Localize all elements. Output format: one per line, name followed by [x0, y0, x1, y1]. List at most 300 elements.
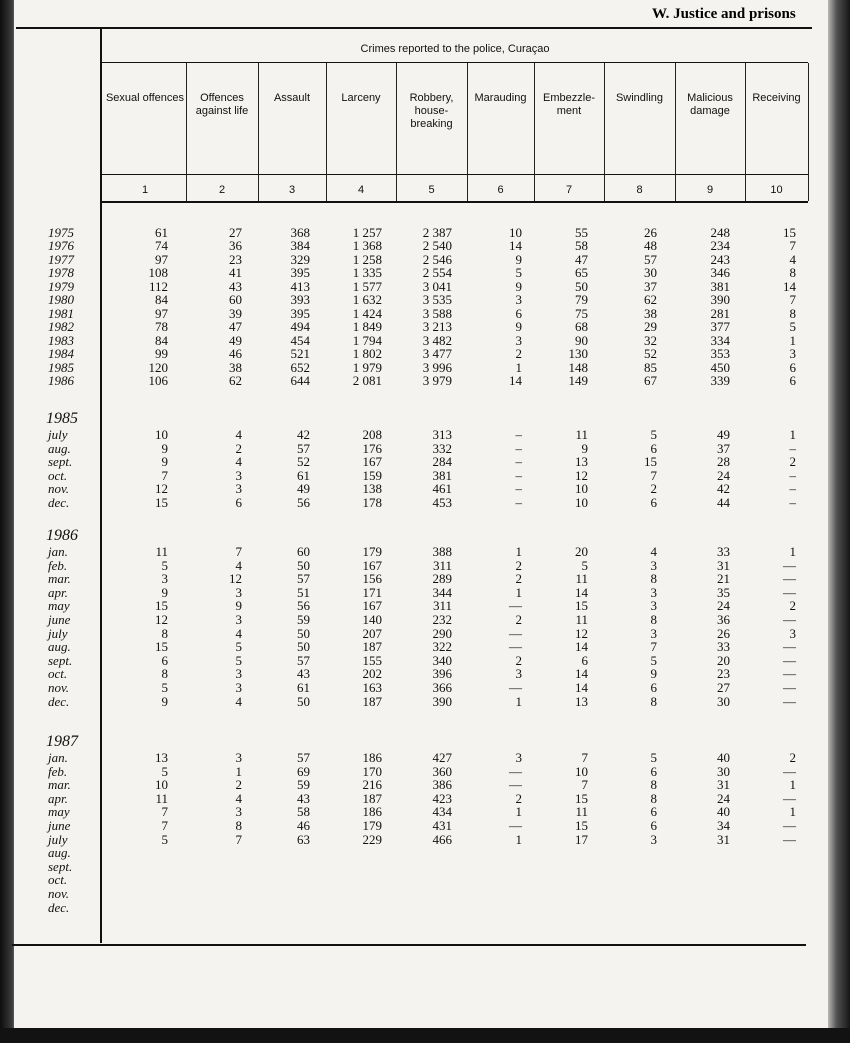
table-cell: 60	[297, 544, 310, 559]
table-cell: 3	[515, 750, 522, 765]
table-cell: 1	[789, 777, 796, 793]
table-cell: 2	[235, 777, 242, 793]
table-cell: 289	[432, 571, 452, 587]
year-row-label: 1984	[48, 346, 74, 362]
table-cell: 3	[235, 680, 242, 695]
column-header: Robbery, house-breaking	[409, 92, 454, 130]
table-cell: 9	[161, 454, 168, 470]
column-divider	[675, 63, 676, 201]
table-cell: 46	[229, 346, 242, 362]
table-cell: 56	[297, 495, 310, 510]
table-cell: 14	[509, 372, 522, 388]
table-cell: 413	[290, 278, 310, 294]
table-cell: 7	[650, 639, 657, 655]
table-cell: –	[789, 481, 796, 497]
column-divider	[467, 63, 468, 201]
column-header: Offences against life	[195, 92, 249, 117]
table-cell: 6	[650, 495, 657, 510]
table-cell: 2	[235, 440, 242, 456]
table-cell: 2	[650, 481, 657, 497]
table-cell: 2 554	[422, 265, 452, 281]
table-cell: 2	[515, 790, 522, 806]
month-row-label: july	[48, 625, 68, 641]
table-cell: 8	[789, 265, 796, 281]
table-cell: 11	[575, 612, 588, 627]
month-row-label: apr.	[48, 584, 68, 600]
table-cell: 346	[710, 265, 730, 281]
table-cell: 14	[575, 639, 588, 655]
table-cell: —	[783, 680, 796, 695]
month-row-label: dec.	[48, 495, 70, 510]
table-cell: 1 632	[352, 292, 382, 308]
table-cell: 1 424	[352, 305, 382, 321]
table-cell: 171	[362, 584, 382, 600]
table-cell: —	[783, 831, 796, 847]
table-cell: 390	[432, 693, 452, 709]
column-number: 3	[288, 184, 296, 196]
month-row-label: aug.	[48, 639, 71, 655]
table-cell: 216	[362, 777, 382, 793]
table-cell: 8	[161, 625, 168, 641]
table-cell: 31	[717, 557, 730, 573]
table-cell: 2	[789, 750, 796, 765]
table-cell: 290	[432, 625, 452, 641]
table-cell: 21	[717, 571, 730, 587]
table-cell: 106	[148, 372, 168, 388]
table-cell: 33	[717, 639, 730, 655]
table-cell: 3	[235, 584, 242, 600]
table-cell: 6	[650, 804, 657, 820]
table-cell: 2	[515, 612, 522, 627]
table-cell: 49	[297, 481, 310, 497]
table-cell: —	[783, 763, 796, 779]
table-cell: —	[509, 598, 522, 614]
table-cell: 52	[644, 346, 657, 362]
table-cell: 55	[575, 225, 588, 240]
column-header: Marauding	[474, 92, 527, 104]
table-cell: 167	[362, 598, 382, 614]
month-row-label: jan.	[48, 750, 68, 765]
month-row-label: oct.	[48, 872, 68, 888]
table-cell: 1	[515, 584, 522, 600]
table-cell: 6	[650, 440, 657, 456]
table-cell: 377	[710, 319, 730, 335]
table-cell: 2 540	[422, 238, 452, 254]
table-cell: 56	[297, 598, 310, 614]
table-cell: 3 535	[422, 292, 452, 308]
table-cell: 494	[290, 319, 310, 335]
month-row-label: nov.	[48, 481, 70, 497]
table-cell: 61	[297, 680, 310, 695]
table-cell: 4	[235, 454, 242, 470]
table-cell: 67	[644, 372, 657, 388]
table-cell: 3	[235, 804, 242, 820]
table-cell: 1 257	[352, 225, 382, 240]
table-cell: 3	[789, 346, 796, 362]
table-cell: 9	[235, 598, 242, 614]
table-cell: 2 081	[352, 372, 382, 388]
table-cell: 334	[710, 332, 730, 348]
column-number: 1	[141, 184, 149, 196]
table-cell: 7	[161, 818, 168, 833]
table-cell: 1	[789, 804, 796, 820]
table-cell: 40	[717, 804, 730, 820]
table-cell: 311	[432, 598, 452, 614]
table-cell: 5	[789, 319, 796, 335]
table-cell: 384	[290, 238, 310, 254]
table-cell: 11	[155, 790, 168, 806]
table-cell: 23	[717, 666, 730, 682]
table-cell: 521	[290, 346, 310, 362]
table-cell: 8	[235, 818, 242, 833]
table-cell: 10	[509, 225, 522, 240]
table-cell: 10	[575, 495, 588, 510]
table-cell: 2	[515, 571, 522, 587]
table-cell: 58	[297, 804, 310, 820]
table-cell: 26	[717, 625, 730, 641]
table-cell: —	[509, 639, 522, 655]
table-cell: 453	[432, 495, 452, 510]
table-cell: 14	[575, 680, 588, 695]
table-cell: 3	[650, 557, 657, 573]
table-cell: 50	[297, 557, 310, 573]
table-cell: 3	[515, 292, 522, 308]
year-group-heading: 1987	[46, 733, 78, 750]
table-cell: 8	[650, 571, 657, 587]
table-cell: 3 979	[422, 372, 452, 388]
table-cell: 3 996	[422, 359, 452, 375]
table-cell: 1 979	[352, 359, 382, 375]
month-row-label: june	[48, 818, 71, 833]
table-cell: 7	[650, 467, 657, 483]
table-cell: 5	[235, 652, 242, 668]
month-row-label: nov.	[48, 886, 70, 901]
table-cell: 30	[644, 265, 657, 281]
table-cell: 15	[155, 495, 168, 510]
table-cell: 3	[650, 831, 657, 847]
table-cell: 43	[229, 278, 242, 294]
table-cell: –	[515, 467, 522, 483]
table-cell: 284	[432, 454, 452, 470]
table-cell: 28	[717, 454, 730, 470]
table-cell: 396	[432, 666, 452, 682]
table-cell: 423	[432, 790, 452, 806]
table-cell: 97	[155, 251, 168, 267]
table-cell: 5	[650, 427, 657, 442]
column-number: 9	[706, 184, 714, 196]
table-cell: 187	[362, 639, 382, 655]
table-cell: 5	[581, 557, 588, 573]
table-cell: 1	[789, 332, 796, 348]
table-cell: 13	[155, 750, 168, 765]
table-cell: 47	[229, 319, 242, 335]
column-divider	[396, 63, 397, 201]
table-cell: 9	[161, 693, 168, 709]
table-cell: 6	[161, 652, 168, 668]
table-cell: 1	[789, 544, 796, 559]
table-cell: 112	[148, 278, 168, 294]
table-cell: 12	[229, 571, 242, 587]
table-cell: 3	[235, 612, 242, 627]
table-cell: –	[515, 454, 522, 470]
table-cell: 8	[789, 305, 796, 321]
table-cell: 3 588	[422, 305, 452, 321]
table-cell: –	[515, 440, 522, 456]
table-cell: 3	[235, 666, 242, 682]
table-cell: 3 041	[422, 278, 452, 294]
table-cell: 37	[717, 440, 730, 456]
table-cell: 229	[362, 831, 382, 847]
table-cell: 2 387	[422, 225, 452, 240]
table-cell: 322	[432, 639, 452, 655]
year-row-label: 1975	[48, 225, 74, 240]
year-row-label: 1976	[48, 238, 74, 254]
table-cell: 450	[710, 359, 730, 375]
column-divider	[604, 63, 605, 201]
table-cell: 5	[161, 763, 168, 779]
table-cell: 42	[717, 481, 730, 497]
month-row-label: oct.	[48, 666, 68, 682]
table-cell: 10	[575, 481, 588, 497]
table-cell: 4	[235, 557, 242, 573]
year-row-label: 1978	[48, 265, 74, 281]
table-cell: 47	[575, 251, 588, 267]
table-cell: 431	[432, 818, 452, 833]
table-cell: 340	[432, 652, 452, 668]
table-cell: 50	[575, 278, 588, 294]
table-cell: 5	[161, 680, 168, 695]
table-cell: 6	[789, 359, 796, 375]
table-cell: 6	[650, 680, 657, 695]
table-cell: 15	[575, 598, 588, 614]
month-row-label: july	[48, 427, 68, 442]
document-page	[14, 0, 832, 1030]
table-cell: 2	[515, 652, 522, 668]
table-cell: —	[509, 625, 522, 641]
table-cell: 7	[235, 544, 242, 559]
table-cell: 108	[148, 265, 168, 281]
table-cell: 381	[710, 278, 730, 294]
table-cell: 3	[789, 625, 796, 641]
table-cell: 10	[155, 427, 168, 442]
table-cell: —	[509, 818, 522, 833]
table-cell: 41	[229, 265, 242, 281]
table-cell: 1	[789, 427, 796, 442]
table-cell: 10	[575, 763, 588, 779]
table-cell: 15	[155, 639, 168, 655]
year-row-label: 1985	[48, 359, 74, 375]
table-cell: 4	[235, 427, 242, 442]
month-row-label: may	[48, 804, 70, 820]
table-cell: 9	[581, 440, 588, 456]
year-row-label: 1981	[48, 305, 74, 321]
table-cell: 63	[297, 831, 310, 847]
table-cell: 1 258	[352, 251, 382, 267]
table-cell: 39	[229, 305, 242, 321]
table-cell: 381	[432, 467, 452, 483]
table-cell: —	[783, 557, 796, 573]
table-cell: 35	[717, 584, 730, 600]
year-row-label: 1986	[48, 372, 74, 388]
table-cell: 9	[161, 584, 168, 600]
table-cell: 68	[575, 319, 588, 335]
table-cell: —	[509, 763, 522, 779]
table-cell: 3	[515, 666, 522, 682]
table-cell: 3	[235, 750, 242, 765]
table-cell: 69	[297, 763, 310, 779]
month-row-label: may	[48, 598, 70, 614]
column-divider	[258, 63, 259, 201]
section-header: W. Justice and prisons	[652, 6, 796, 22]
column-number: 5	[428, 184, 435, 196]
table-cell: 13	[575, 454, 588, 470]
header-bottom-rule	[100, 201, 808, 203]
table-cell: 2	[789, 454, 796, 470]
table-cell: 49	[717, 427, 730, 442]
table-cell: —	[783, 693, 796, 709]
table-cell: 34	[717, 818, 730, 833]
table-cell: 51	[297, 584, 310, 600]
table-cell: 20	[575, 544, 588, 559]
table-cell: 149	[568, 372, 588, 388]
table-cell: 15	[575, 818, 588, 833]
table-cell: 652	[290, 359, 310, 375]
table-cell: 3	[161, 571, 168, 587]
table-cell: 9	[650, 666, 657, 682]
year-group-heading: 1986	[46, 527, 78, 544]
table-cell: 4	[650, 544, 657, 559]
table-cell: 7	[161, 804, 168, 820]
table-cell: —	[509, 680, 522, 695]
table-cell: 2	[515, 557, 522, 573]
column-number: 6	[497, 184, 504, 196]
table-cell: 12	[155, 481, 168, 497]
table-cell: 170	[362, 763, 382, 779]
column-number: 2	[218, 184, 226, 196]
bottom-edge-shadow	[0, 1028, 850, 1043]
table-cell: 61	[155, 225, 168, 240]
table-cell: 30	[717, 693, 730, 709]
bottom-rule	[12, 944, 806, 946]
table-cell: 1 849	[352, 319, 382, 335]
table-cell: 138	[362, 481, 382, 497]
table-cell: 353	[710, 346, 730, 362]
month-row-label: june	[48, 612, 71, 627]
table-cell: 30	[717, 763, 730, 779]
table-cell: 15	[783, 225, 796, 240]
table-cell: 1 794	[352, 332, 382, 348]
table-cell: 11	[155, 544, 168, 559]
table-cell: 7	[789, 292, 796, 308]
table-cell: 36	[717, 612, 730, 627]
table-cell: 167	[362, 454, 382, 470]
table-cell: 60	[229, 292, 242, 308]
table-cell: 49	[229, 332, 242, 348]
table-cell: 167	[362, 557, 382, 573]
table-cell: —	[783, 818, 796, 833]
table-cell: 155	[362, 652, 382, 668]
table-cell: 148	[568, 359, 588, 375]
table-cell: 48	[644, 238, 657, 254]
table-cell: 24	[717, 790, 730, 806]
month-row-label: dec.	[48, 693, 70, 709]
month-row-label: mar.	[48, 777, 71, 793]
table-cell: —	[783, 612, 796, 627]
table-cell: 20	[717, 652, 730, 668]
column-number: 7	[565, 184, 573, 196]
page-edge-shadow	[828, 0, 850, 1043]
table-cell: 57	[297, 440, 310, 456]
table-cell: 46	[297, 818, 310, 833]
table-cell: –	[515, 427, 522, 442]
table-cell: 15	[644, 454, 657, 470]
table-cell: 1 802	[352, 346, 382, 362]
table-cell: 12	[575, 625, 588, 641]
column-number: 10	[770, 184, 783, 196]
table-cell: 1	[235, 763, 242, 779]
table-cell: 366	[432, 680, 452, 695]
table-cell: 4	[789, 251, 796, 267]
year-group-heading: 1985	[46, 410, 78, 427]
table-cell: —	[783, 584, 796, 600]
table-cell: 3	[650, 584, 657, 600]
month-row-label: feb.	[48, 763, 68, 779]
table-cell: 281	[710, 305, 730, 321]
table-cell: 1	[515, 544, 522, 559]
column-divider	[808, 63, 809, 201]
table-cell: 11	[575, 804, 588, 820]
table-cell: 7	[161, 467, 168, 483]
table-cell: 3	[235, 481, 242, 497]
year-row-label: 1982	[48, 319, 74, 335]
table-cell: 3	[650, 598, 657, 614]
table-cell: —	[783, 652, 796, 668]
table-cell: 52	[297, 454, 310, 470]
table-cell: 43	[297, 666, 310, 682]
column-header: Larceny	[341, 92, 381, 104]
table-cell: 8	[161, 666, 168, 682]
table-cell: 15	[575, 790, 588, 806]
table-cell: 29	[644, 319, 657, 335]
table-cell: 58	[575, 238, 588, 254]
table-cell: 32	[644, 332, 657, 348]
table-cell: 62	[644, 292, 657, 308]
table-cell: 4	[235, 693, 242, 709]
month-row-label: feb.	[48, 557, 68, 573]
table-cell: 17	[575, 831, 588, 847]
column-header: Receiving	[752, 92, 801, 104]
table-cell: 31	[717, 831, 730, 847]
table-cell: 99	[155, 346, 168, 362]
table-cell: 8	[650, 612, 657, 627]
table-cell: 14	[783, 278, 796, 294]
table-cell: 454	[290, 332, 310, 348]
table-cell: —	[783, 571, 796, 587]
table-cell: 360	[432, 763, 452, 779]
table-cell: 329	[290, 251, 310, 267]
table-cell: 6	[650, 763, 657, 779]
table-cell: 9	[161, 440, 168, 456]
table-cell: 6	[581, 652, 588, 668]
table-cell: 3	[650, 625, 657, 641]
table-cell: 140	[362, 612, 382, 627]
table-cell: 1 368	[352, 238, 382, 254]
table-cell: 85	[644, 359, 657, 375]
table-cell: 130	[568, 346, 588, 362]
table-cell: 202	[362, 666, 382, 682]
table-cell: –	[515, 495, 522, 510]
table-cell: 23	[229, 251, 242, 267]
